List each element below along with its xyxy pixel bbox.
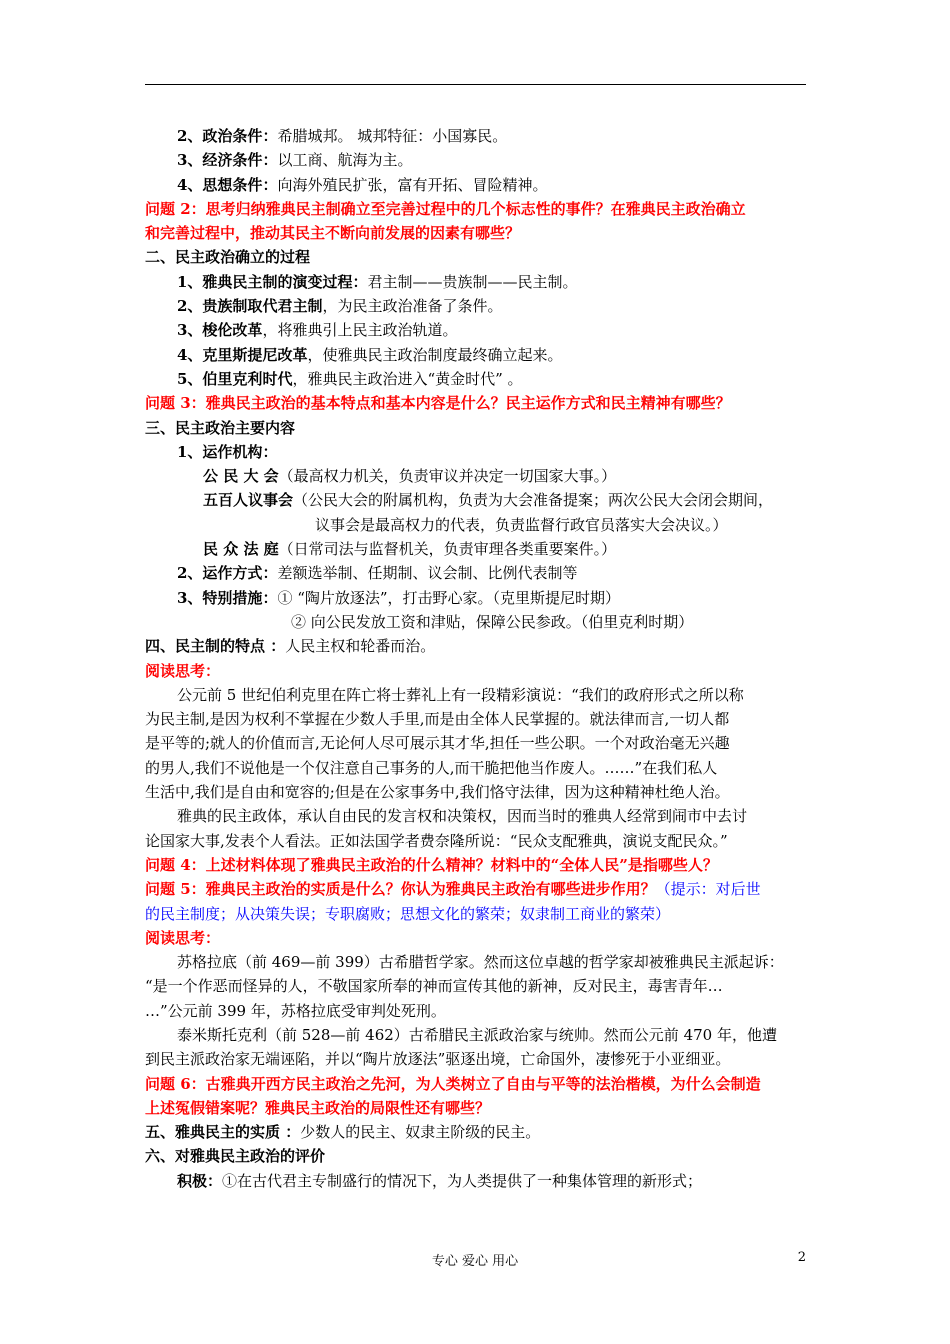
text-line [145, 464, 813, 488]
text-segment: 上述冤假错案呢？雅典民主政治的局限性还有哪些？ [145, 1098, 491, 1117]
text-segment: ，为民主政治准备了条件。 [322, 297, 503, 316]
text-line [145, 1096, 813, 1120]
text-line [145, 586, 813, 610]
text-segment: 二、民主政治确立的过程 [145, 248, 311, 267]
header-rule [145, 84, 806, 85]
text-line [145, 561, 813, 585]
text-segment: 差额选举制、任期制、议会制、比例代表制等 [277, 564, 578, 583]
document-body [145, 124, 813, 1193]
text-segment: 四、民主制的特点 ： [145, 637, 286, 656]
text-line [145, 124, 813, 148]
text-segment: 积极： [177, 1171, 223, 1190]
text-segment: 公元前 5 世纪伯利克里在阵亡将士葬礼上有一段精彩演说：“我们的政府形式之所以称 [177, 685, 744, 704]
text-line [145, 683, 813, 707]
text-line [145, 1120, 813, 1144]
text-segment: ② 向公民发放工资和津贴，保障公民参政。（伯里克利时期） [291, 612, 694, 631]
text-line [145, 610, 813, 634]
text-segment: （提示：对后世 [655, 880, 761, 899]
text-segment: 君主制——贵族制——民主制。 [367, 272, 578, 291]
text-segment: 的民主制度；从决策失误；专职腐败；思想文化的繁荣；奴隶制工商业的繁荣） [145, 904, 671, 923]
text-segment: 5、伯里克利时代 [177, 369, 293, 388]
text-segment: ，雅典民主政治进入“黄金时代” 。 [292, 369, 523, 388]
text-segment: 少数人的民主、奴隶主阶级的民主。 [300, 1123, 541, 1142]
text-segment: 问题 4：上述材料体现了雅典民主政治的什么精神？材料中的“全体人民”是指哪些人？ [145, 855, 718, 874]
text-line [145, 950, 813, 974]
text-segment: 论国家大事,发表个人看法。正如法国学者费奈隆所说：“民众支配雅典，演说支配民众。” [145, 831, 728, 850]
text-segment: 2、政治条件： [177, 127, 278, 145]
text-segment: 问题 5：雅典民主政治的实质是什么？你认为雅典民主政治有哪些进步作用？ [145, 880, 656, 899]
text-line [145, 343, 813, 367]
text-line [145, 1144, 813, 1168]
text-segment: ① “陶片放逐法”，打击野心家。（克里斯提尼时期） [277, 588, 621, 607]
text-segment: 4、克里斯提尼改革 [177, 345, 308, 364]
text-segment: 到民主派政治家无端诬陷，并以“陶片放逐法”驱逐出境，亡命国外，凄惨死于小亚细亚。 [145, 1050, 731, 1069]
text-segment: 1、运作机构： [177, 442, 278, 461]
text-segment: 议事会是最高权力的代表，负责监督行政官员落实大会决议。） [315, 515, 728, 534]
text-line [145, 537, 813, 561]
text-line [145, 270, 813, 294]
text-segment: 的男人,我们不说他是一个仅注意自己事务的人,而干脆把他当作废人。……”在我们私人 [145, 758, 718, 777]
page-number: 2 [797, 1250, 806, 1265]
text-line [145, 1047, 813, 1071]
text-segment: 问题 3：雅典民主政治的基本特点和基本内容是什么？民主运作方式和民主精神有哪些？ [145, 394, 731, 413]
text-line [145, 731, 813, 755]
text-line [145, 294, 813, 318]
text-line [145, 488, 813, 512]
text-line [145, 829, 813, 853]
text-segment: 2、贵族制取代君主制 [177, 297, 323, 316]
text-segment: ①在古代君主专制盛行的情况下，为人类提供了一种集体管理的新形式； [222, 1171, 703, 1190]
text-line [145, 1023, 813, 1047]
text-line [145, 707, 813, 731]
text-line [145, 221, 813, 245]
text-segment: 1、雅典民主制的演变过程： [177, 272, 368, 291]
text-segment: 公 民 大 会 [203, 467, 279, 486]
text-segment: 泰米斯托克利（前 528—前 462）古希腊民主派政治家与统帅。然而公元前 470 年，他遭 [177, 1025, 777, 1044]
text-segment: 三、民主政治主要内容 [145, 418, 296, 437]
text-line [145, 318, 813, 342]
text-segment: 五百人议事会 [203, 491, 294, 510]
text-segment: “是一个作恶而怪异的人，不敬国家所奉的神而宣传其他的新神，反对民主，毒害青年… [145, 977, 723, 996]
text-segment: 苏格拉底（前 469—前 399）古希腊哲学家。然而这位卓越的哲学家却被雅典民主派起诉： [177, 953, 784, 972]
footer-motto: 专心 爱心 用心 [431, 1254, 519, 1269]
text-line [145, 245, 813, 269]
text-line [145, 659, 813, 683]
text-line [145, 1072, 813, 1096]
text-line [145, 513, 813, 537]
text-segment: 希腊城邦。 城邦特征：小国寡民。 [277, 127, 508, 145]
text-segment: 五、雅典民主的实质 ： [145, 1123, 301, 1142]
text-segment: （日常司法与监督机关，负责审理各类重要案件。） [278, 540, 617, 559]
text-segment: 问题 6：古雅典开西方民主政治之先河，为人类树立了自由与平等的法治楷模，为什么会制造 [145, 1074, 761, 1093]
text-segment: 和完善过程中，推动其民主不断向前发展的因素有哪些？ [145, 224, 521, 243]
text-line [145, 148, 813, 172]
text-segment: ，将雅典引上民主政治轨道。 [262, 321, 458, 340]
text-segment: 人民主权和轮番而治。 [285, 637, 436, 656]
text-line [145, 440, 813, 464]
text-line [145, 877, 813, 901]
text-line [145, 416, 813, 440]
text-line [145, 391, 813, 415]
text-segment: （公民大会的附属机构，负责为大会准备提案；两次公民大会闭会期间， [293, 491, 774, 510]
text-line [145, 197, 813, 221]
text-segment: 4、思想条件： [177, 175, 278, 194]
text-segment: 以工商、航海为主。 [277, 151, 413, 170]
text-segment: 生活中,我们是自由和宽容的;但是在公家事务中,我们恪守法律，因为这种精神杜绝人治。 [145, 783, 730, 802]
text-line [145, 173, 813, 197]
text-segment: 雅典的民主政体，承认自由民的发言权和决策权，因而当时的雅典人经常到闹市中去讨 [177, 807, 748, 826]
text-line [145, 756, 813, 780]
text-line [145, 804, 813, 828]
text-line [145, 1169, 813, 1193]
text-line [145, 926, 813, 950]
text-segment: 六、对雅典民主政治的评价 [145, 1147, 326, 1166]
text-segment: 3、经济条件： [177, 151, 278, 170]
text-line [145, 902, 813, 926]
text-segment: …”公元前 399 年，苏格拉底受审判处死刑。 [145, 1001, 446, 1020]
text-segment: 3、特别措施： [177, 588, 278, 607]
text-segment: （最高权力机关，负责审议并决定一切国家大事。） [278, 467, 617, 486]
text-segment: 向海外殖民扩张，富有开拓、冒险精神。 [277, 175, 548, 194]
text-segment: ，使雅典民主政治制度最终确立起来。 [307, 345, 563, 364]
text-line [145, 367, 813, 391]
text-segment: 为民主制,是因为权利不掌握在少数人手里,而是由全体人民掌握的。就法律而言,一切人都 [145, 710, 730, 729]
text-line [145, 974, 813, 998]
text-line [145, 999, 813, 1023]
text-segment: 3、梭伦改革 [177, 321, 263, 340]
text-segment: 2、运作方式： [177, 564, 278, 583]
text-segment: 是平等的;就人的价值而言,无论何人尽可展示其才华,担任一些公职。一个对政治毫无兴趣 [145, 734, 730, 753]
text-segment: 阅读思考： [145, 661, 221, 680]
text-line [145, 853, 813, 877]
text-segment: 阅读思考： [145, 928, 221, 947]
text-segment: 问题 2：思考归纳雅典民主制确立至完善过程中的几个标志性的事件？在雅典民主政治确立 [145, 199, 746, 218]
text-line [145, 780, 813, 804]
text-segment: 民 众 法 庭 [203, 540, 279, 559]
text-line [145, 634, 813, 658]
